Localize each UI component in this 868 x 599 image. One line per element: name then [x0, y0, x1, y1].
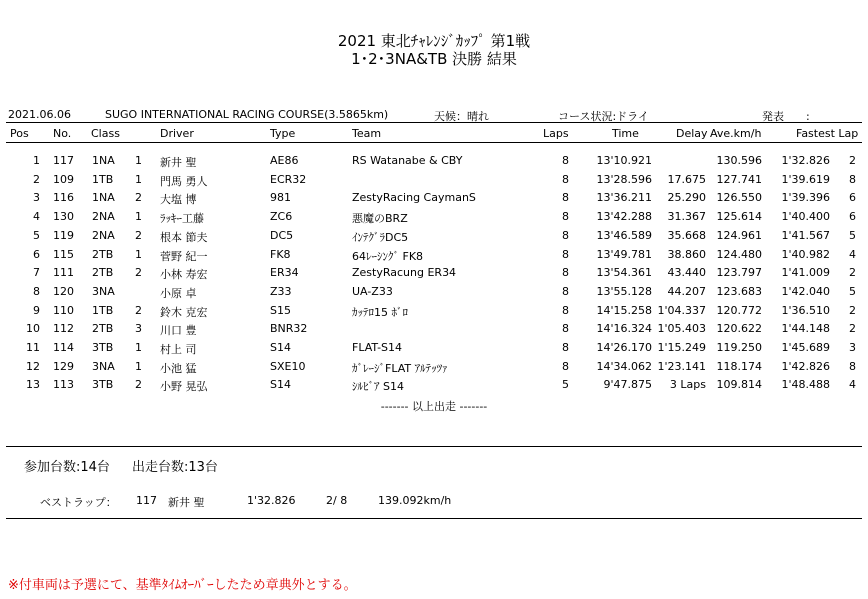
cell-speed: 124.961 — [716, 228, 762, 242]
cell-time: 13'36.211 — [596, 191, 652, 205]
cell-class-pos: 2 — [135, 228, 142, 242]
cell-driver: 新井 聖 — [160, 156, 197, 169]
cell-no: 116 — [53, 191, 74, 205]
best-lap-speed: 139.092km/h — [378, 494, 452, 507]
weather: 天候：晴れ — [434, 110, 489, 123]
col-pos: Pos — [10, 127, 29, 140]
cell-pos: 12 — [26, 359, 40, 373]
cell-driver: 根本 節夫 — [160, 230, 208, 244]
cell-class-pos: 1 — [135, 359, 142, 373]
best-lap-label: ベストラップ： — [40, 496, 117, 509]
cell-team: ｼﾙﾋﾞｱ S14 — [352, 380, 404, 394]
note: ※付車両は予選にて、基準ﾀｲﾑｵｰﾊﾞｰしたため章典外とする。 — [8, 578, 357, 593]
cell-type: ER34 — [270, 266, 299, 280]
cell-laps: 8 — [562, 359, 569, 373]
cell-class: 1NA — [92, 154, 115, 167]
cell-speed: 130.596 — [716, 154, 762, 167]
cell-delay: 35.668 — [667, 228, 706, 242]
cell-speed: 127.741 — [716, 172, 762, 186]
cell-type: ECR32 — [270, 172, 307, 186]
cell-class: 1TB — [92, 303, 114, 317]
cell-fastest-lap: 1'36.510 — [781, 303, 830, 317]
cell-delay: 1'23.141 — [657, 359, 706, 373]
cell-driver: 門馬 勇人 — [160, 174, 208, 188]
cell-class-pos: 2 — [135, 191, 142, 205]
cell-team: ｶｯﾃﾛ15 ﾎﾞﾛ — [352, 305, 408, 319]
cell-fastest-lap: 1'45.689 — [781, 341, 830, 354]
cell-driver: ﾗｯｷｰ工藤 — [160, 212, 204, 226]
cell-speed: 118.174 — [716, 359, 762, 373]
cell-delay: 38.860 — [667, 247, 706, 261]
cell-fastest-lap-no: 8 — [849, 359, 856, 373]
col-speed: Ave.km/h — [710, 127, 762, 140]
col-delay: Delay — [676, 127, 708, 140]
cell-fastest-lap: 1'32.826 — [781, 154, 830, 167]
cell-driver: 鈴木 克宏 — [160, 305, 208, 319]
cell-fastest-lap: 1'39.396 — [781, 191, 830, 205]
course-condition: コース状況:ドライ — [558, 110, 649, 123]
cell-delay: 1'05.403 — [657, 322, 706, 336]
cell-fastest-lap: 1'39.619 — [781, 172, 830, 186]
cell-fastest-lap-no: 6 — [849, 210, 856, 224]
cell-class: 3TB — [92, 341, 114, 354]
cell-laps: 8 — [562, 247, 569, 261]
cell-speed: 125.614 — [716, 210, 762, 224]
cell-type: AE86 — [270, 154, 299, 167]
starters-count: 出走台数:13台 — [131, 460, 218, 475]
cell-pos: 1 — [33, 154, 40, 167]
cell-speed: 123.683 — [716, 284, 762, 298]
cell-fastest-lap: 1'41.009 — [781, 266, 830, 280]
cell-time: 13'10.921 — [596, 154, 652, 167]
cell-speed: 120.772 — [716, 303, 762, 317]
cell-time: 13'55.128 — [596, 284, 652, 298]
col-laps: Laps — [543, 127, 569, 140]
cell-team: FLAT-S14 — [352, 341, 403, 354]
cell-no: 115 — [53, 247, 74, 261]
cell-fastest-lap-no: 2 — [849, 322, 856, 336]
cell-fastest-lap-no: 6 — [849, 191, 856, 205]
cell-class-pos: 1 — [135, 172, 142, 186]
cell-time: 14'26.170 — [596, 341, 652, 354]
cell-class-pos: 3 — [135, 322, 142, 336]
cell-laps: 5 — [562, 378, 569, 392]
rule-top — [6, 122, 862, 123]
cell-no: 112 — [53, 322, 74, 336]
race-date: 2021.06.06 — [8, 108, 71, 121]
cell-laps: 8 — [562, 228, 569, 242]
cell-pos: 6 — [33, 247, 40, 261]
col-type: Type — [270, 127, 296, 140]
cell-time: 13'42.288 — [596, 210, 652, 224]
col-driver: Driver — [160, 127, 194, 140]
cell-fastest-lap-no: 5 — [849, 228, 856, 242]
best-lap-no: 117 — [136, 494, 157, 507]
cell-team: UA-Z33 — [352, 284, 393, 298]
cell-team: ZestyRacung ER34 — [352, 266, 457, 280]
cell-time: 14'34.062 — [596, 359, 652, 373]
cell-no: 130 — [53, 210, 74, 224]
cell-delay: 1'04.337 — [657, 303, 706, 317]
cell-delay: 43.440 — [667, 266, 706, 280]
cell-pos: 11 — [26, 341, 40, 354]
summary — [24, 456, 218, 475]
cell-fastest-lap: 1'42.040 — [781, 284, 830, 298]
cell-delay: 1'15.249 — [657, 341, 706, 354]
best-lap-lap: 2/ 8 — [326, 494, 348, 507]
col-no: No. — [53, 127, 72, 140]
cell-driver: 川口 豊 — [160, 324, 197, 338]
cell-pos: 13 — [26, 378, 40, 392]
cell-no: 120 — [53, 284, 74, 298]
cell-type: S15 — [270, 303, 291, 317]
cell-no: 110 — [53, 303, 74, 317]
cell-type: Z33 — [270, 284, 292, 298]
cell-speed: 119.250 — [716, 341, 762, 354]
cell-pos: 2 — [33, 172, 40, 186]
cell-laps: 8 — [562, 172, 569, 186]
cell-class: 3TB — [92, 378, 114, 392]
cell-laps: 8 — [562, 154, 569, 167]
cell-delay: 25.290 — [667, 191, 706, 205]
cell-pos: 4 — [33, 210, 40, 224]
cell-fastest-lap-no: 8 — [849, 172, 856, 186]
course-name: SUGO INTERNATIONAL RACING COURSE(3.5865km) — [105, 108, 389, 121]
cell-pos: 9 — [33, 303, 40, 317]
cell-speed: 120.622 — [716, 322, 762, 336]
cell-delay: 17.675 — [667, 172, 706, 186]
cell-laps: 8 — [562, 303, 569, 317]
cell-type: SXE10 — [270, 359, 306, 373]
rule-bottom — [6, 518, 862, 519]
best-lap-time: 1'32.826 — [247, 494, 296, 507]
entrants-count: 参加台数:14台 — [24, 460, 110, 475]
cell-class: 1TB — [92, 172, 114, 186]
cell-speed: 126.550 — [716, 191, 762, 205]
cell-speed: 109.814 — [716, 378, 762, 392]
cell-class: 2TB — [92, 247, 114, 261]
cell-team: RS Watanabe & CBY — [352, 154, 463, 167]
announce-time: 発表 : — [762, 110, 810, 123]
cell-delay: 44.207 — [667, 284, 706, 298]
cell-fastest-lap-no: 3 — [849, 341, 856, 354]
best-lap-driver: 新井 聖 — [168, 496, 205, 509]
cell-time: 14'15.258 — [596, 303, 652, 317]
cell-time: 13'54.361 — [596, 266, 652, 280]
cell-type: S14 — [270, 378, 291, 392]
cell-no: 117 — [53, 154, 74, 167]
col-class: Class — [91, 127, 120, 140]
cell-type: S14 — [270, 341, 291, 354]
cell-laps: 8 — [562, 341, 569, 354]
cell-laps: 8 — [562, 210, 569, 224]
cell-driver: 小林 寿宏 — [160, 268, 208, 282]
cell-class-pos: 2 — [135, 303, 142, 317]
cell-class: 2NA — [92, 228, 115, 242]
col-team: Team — [352, 127, 382, 140]
cell-time: 13'28.596 — [596, 172, 652, 186]
cell-class: 3NA — [92, 284, 115, 298]
col-time: Time — [612, 127, 639, 140]
cell-class-pos: 1 — [135, 210, 142, 224]
cell-type: DC5 — [270, 228, 294, 242]
cell-fastest-lap: 1'40.982 — [781, 247, 830, 261]
rule-header — [6, 142, 862, 143]
cell-delay: 31.367 — [667, 210, 706, 224]
cell-class-pos: 1 — [135, 247, 142, 261]
cell-time: 9'47.875 — [603, 378, 652, 392]
cell-no: 129 — [53, 359, 74, 373]
cell-no: 109 — [53, 172, 74, 186]
cell-fastest-lap: 1'40.400 — [781, 210, 830, 224]
cell-class: 2NA — [92, 210, 115, 224]
cell-class-pos: 1 — [135, 341, 142, 354]
cell-time: 13'46.589 — [596, 228, 652, 242]
cell-class-pos: 2 — [135, 266, 142, 280]
cell-laps: 8 — [562, 322, 569, 336]
cell-fastest-lap-no: 2 — [849, 303, 856, 317]
cell-fastest-lap-no: 4 — [849, 378, 856, 392]
cell-pos: 8 — [33, 284, 40, 298]
cell-class: 3NA — [92, 359, 115, 373]
cell-team: ｲﾝﾃｸﾞﾗDC5 — [352, 230, 409, 244]
cell-laps: 8 — [562, 266, 569, 280]
cell-pos: 10 — [26, 322, 40, 336]
cell-team: ｶﾞﾚｰｼﾞFLAT ｱﾙﾃｯﾂｧ — [352, 361, 448, 375]
cell-class: 1NA — [92, 191, 115, 205]
cell-laps: 8 — [562, 284, 569, 298]
cell-team: ZestyRacing CaymanS — [352, 191, 476, 205]
cell-fastest-lap: 1'48.488 — [781, 378, 830, 392]
cell-type: FK8 — [270, 247, 291, 261]
cell-class-pos: 1 — [135, 154, 142, 167]
cell-speed: 123.797 — [716, 266, 762, 280]
finished-line: ------- 以上出走 ------- — [380, 400, 488, 413]
cell-pos: 5 — [33, 228, 40, 242]
cell-no: 114 — [53, 341, 74, 354]
cell-fastest-lap-no: 2 — [849, 154, 856, 167]
cell-type: BNR32 — [270, 322, 308, 336]
cell-type: ZC6 — [270, 210, 293, 224]
cell-driver: 小池 猛 — [160, 361, 197, 375]
cell-type: 981 — [270, 191, 291, 205]
cell-fastest-lap-no: 5 — [849, 284, 856, 298]
race-subtitle: 1･2･3NA&TB 決勝 結果 — [351, 50, 517, 68]
race-title: 2021 東北ﾁｬﾚﾝｼﾞｶｯﾌﾟ 第1戦 — [337, 32, 531, 50]
cell-driver: 菅野 紀一 — [160, 249, 208, 263]
cell-fastest-lap-no: 2 — [849, 266, 856, 280]
cell-driver: 小野 晃弘 — [160, 380, 208, 394]
cell-pos: 3 — [33, 191, 40, 205]
cell-driver: 小原 卓 — [160, 286, 197, 300]
cell-fastest-lap: 1'44.148 — [781, 322, 830, 336]
cell-team: 悪魔のBRZ — [352, 212, 408, 226]
cell-driver: 村上 司 — [160, 343, 197, 356]
cell-class: 2TB — [92, 266, 114, 280]
cell-fastest-lap-no: 4 — [849, 247, 856, 261]
cell-no: 113 — [53, 378, 74, 392]
cell-fastest-lap: 1'41.567 — [781, 228, 830, 242]
cell-pos: 7 — [33, 266, 40, 280]
cell-laps: 8 — [562, 191, 569, 205]
cell-speed: 124.480 — [716, 247, 762, 261]
cell-driver: 大塩 博 — [160, 193, 197, 207]
cell-no: 119 — [53, 228, 74, 242]
cell-time: 13'49.781 — [596, 247, 652, 261]
cell-class-pos: 2 — [135, 378, 142, 392]
cell-fastest-lap: 1'42.826 — [781, 359, 830, 373]
cell-class: 2TB — [92, 322, 114, 336]
cell-time: 14'16.324 — [596, 322, 652, 336]
rule-summary — [6, 446, 862, 447]
cell-delay: 3 Laps — [669, 378, 706, 392]
cell-no: 111 — [53, 266, 74, 280]
col-fastest-lap: Fastest Lap — [796, 127, 859, 140]
cell-team: 64ﾚｰｼﾝｸﾞ FK8 — [352, 249, 424, 263]
